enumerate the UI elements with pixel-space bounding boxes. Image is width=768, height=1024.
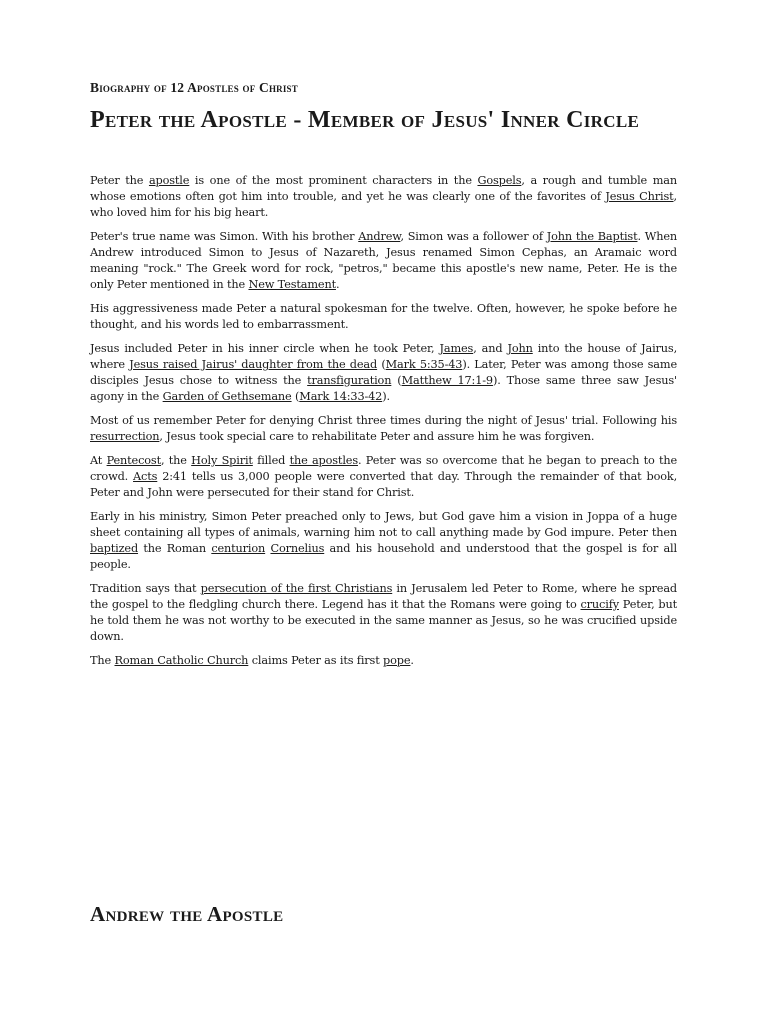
text-run: .	[335, 278, 340, 291]
link[interactable]: baptized	[90, 542, 139, 555]
link[interactable]: transfiguration	[307, 374, 392, 387]
link[interactable]: crucify	[580, 598, 619, 611]
link[interactable]: Gospels	[477, 174, 522, 187]
text-run: Most of us remember Peter for denying Christ three times during the night of Jesus' trial. Following his	[90, 414, 677, 427]
link[interactable]: Andrew	[358, 230, 401, 243]
text-run: At	[90, 454, 107, 467]
text-run: claims Peter as its first	[248, 654, 384, 667]
link[interactable]: the apostles	[289, 454, 358, 467]
paragraph	[90, 653, 677, 669]
link[interactable]: Acts	[133, 470, 158, 483]
text-run: ). Later, Peter was among those same disciples Jesus chose to witness the	[90, 358, 677, 387]
section-heading: Andrew the Apostle	[90, 902, 284, 926]
paragraph	[90, 413, 677, 445]
text-run: Peter's true name was Simon. With his brother	[90, 230, 359, 243]
text-run: His aggressiveness made Peter a natural spokesman for the twelve. Often, however, he spoke before he thought, and his words led to embarrassment.	[90, 302, 677, 331]
text-run: . Peter was so overcome that he began to preach to the crowd.	[90, 454, 678, 483]
text-run: , Jesus took special care to rehabilitate Peter and assure him he was forgiven.	[159, 430, 595, 443]
text-run: The	[90, 654, 115, 667]
link[interactable]: Matthew 17:1-9	[401, 374, 493, 387]
link[interactable]: Jesus Christ	[605, 190, 674, 203]
link[interactable]: Garden of Gethsemane	[162, 390, 292, 403]
paragraph	[90, 301, 677, 333]
text-run: and his household and understood that the gospel is for all people.	[90, 542, 677, 571]
article-heading: Peter the Apostle - Member of Jesus' Inner Circle	[90, 107, 640, 133]
text-run: in Jerusalem led Peter to Rome, where he spread the gospel to the fledgling church there. Legend has it that the Romans were going to	[90, 582, 677, 611]
text-run: , and	[473, 342, 508, 355]
text-run: , Simon was a follower of	[400, 230, 547, 243]
paragraph	[90, 453, 677, 501]
document-page	[90, 0, 677, 1024]
link[interactable]: Holy Spirit	[191, 454, 253, 467]
text-run: ).	[382, 390, 390, 403]
link[interactable]: Pentecost	[106, 454, 161, 467]
text-run: into the house of Jairus, where	[90, 342, 678, 371]
paragraph	[90, 173, 677, 221]
text-run: is one of the most prominent characters in the	[189, 174, 478, 187]
link[interactable]: New Testament	[248, 278, 336, 291]
text-run: , the	[160, 454, 192, 467]
series-title: Biography of 12 Apostles of Christ	[90, 80, 298, 95]
paragraph	[90, 341, 677, 405]
text-run: Jesus included Peter in his inner circle when he took Peter,	[90, 342, 440, 355]
link[interactable]: Jesus raised Jairus' daughter from the dead	[129, 358, 378, 371]
link[interactable]: pope	[383, 654, 411, 667]
text-run: . When Andrew introduced Simon to Jesus of Nazareth, Jesus renamed Simon Cephas, an Aramaic word meaning "rock." The Greek word for rock, "petros," became this apostle's new name, Peter. He is the only Peter mentioned in the	[90, 230, 677, 291]
text-run: 2:41 tells us 3,000 people were converted that day. Through the remainder of that book, Peter and John were persecuted for their stand for Christ.	[90, 470, 678, 499]
text-run: .	[410, 654, 414, 667]
text-run: (	[377, 358, 386, 371]
text-run: Peter the	[90, 174, 149, 187]
text-run: , who loved him for his big heart.	[90, 190, 677, 219]
text-run: Early in his ministry, Simon Peter preached only to Jews, but God gave him a vision in Joppa of a huge sheet containing all types of animals, warning him not to call anything made by God impure. Peter then	[90, 510, 677, 539]
paragraph	[90, 229, 677, 293]
link[interactable]: John the Baptist	[546, 230, 638, 243]
link[interactable]: John	[507, 342, 533, 355]
text-run: Peter, but he told them he was not worthy to be executed in the same manner as Jesus, so he was crucified upside down.	[90, 598, 677, 643]
link[interactable]: centurion	[211, 542, 266, 555]
link[interactable]: James	[439, 342, 474, 355]
text-run: the Roman	[138, 542, 212, 555]
text-run: ). Those same three saw Jesus' agony in the	[90, 374, 677, 403]
link[interactable]: Roman Catholic Church	[114, 654, 249, 667]
text-run: , a rough and tumble man whose emotions often got him into trouble, and yet he was clearly one of the favorites of	[90, 174, 677, 203]
link[interactable]: persecution of the first Christians	[200, 582, 393, 595]
paragraph	[90, 581, 677, 645]
article-body	[90, 173, 677, 677]
link[interactable]: apostle	[148, 174, 190, 187]
text-run: Tradition says that	[90, 582, 201, 595]
text-run: (	[291, 390, 300, 403]
link[interactable]: resurrection	[90, 430, 160, 443]
text-run: (	[391, 374, 402, 387]
link[interactable]: Mark 14:33-42	[299, 390, 383, 403]
link[interactable]: Mark 5:35-43	[385, 358, 463, 371]
link[interactable]: Cornelius	[270, 542, 325, 555]
paragraph	[90, 509, 677, 573]
text-run: filled	[252, 454, 290, 467]
